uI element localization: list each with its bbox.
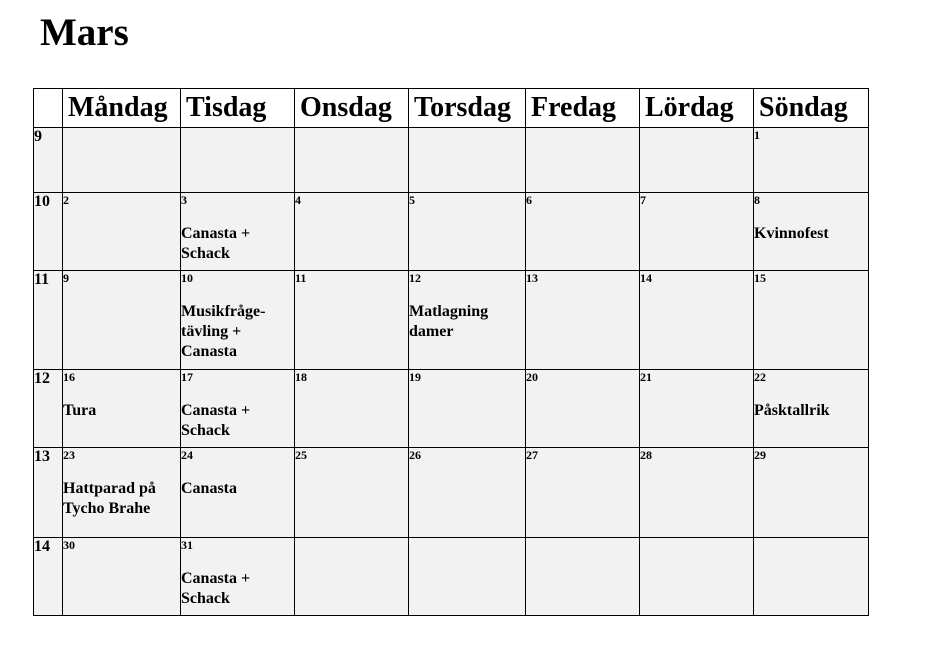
day-number: 27 xyxy=(526,448,538,462)
weekday-header: Tisdag xyxy=(181,89,295,128)
day-number: 25 xyxy=(295,448,307,462)
day-number: 24 xyxy=(181,448,193,462)
event-label: Canasta xyxy=(181,480,238,497)
day-cell xyxy=(640,193,754,271)
day-cell xyxy=(181,370,295,448)
day-cell xyxy=(63,128,181,193)
day-cell xyxy=(63,538,181,616)
week-number: 14 xyxy=(34,538,63,616)
event-label: Canasta + Schack xyxy=(181,402,251,439)
weekday-header: Måndag xyxy=(63,89,181,128)
day-cell xyxy=(640,448,754,538)
week-row xyxy=(34,128,869,193)
week-number: 12 xyxy=(34,370,63,448)
day-number: 21 xyxy=(640,370,652,384)
day-number: 4 xyxy=(295,193,301,207)
weekday-header: Torsdag xyxy=(409,89,526,128)
week-row xyxy=(34,448,869,538)
week-number: 11 xyxy=(34,271,63,370)
day-cell xyxy=(63,448,181,538)
weekday-header: Fredag xyxy=(526,89,640,128)
day-cell xyxy=(295,128,409,193)
day-number: 6 xyxy=(526,193,532,207)
day-cell xyxy=(295,370,409,448)
day-cell xyxy=(640,128,754,193)
day-cell xyxy=(754,271,869,370)
day-cell xyxy=(63,271,181,370)
day-number: 9 xyxy=(63,271,69,285)
weekday-header: Söndag xyxy=(754,89,869,128)
event-label: Canasta + Schack xyxy=(181,570,251,607)
day-number: 14 xyxy=(640,271,652,285)
day-cell xyxy=(640,370,754,448)
week-number: 9 xyxy=(34,128,63,193)
day-cell xyxy=(640,538,754,616)
page-title: Mars xyxy=(40,11,129,54)
day-cell xyxy=(409,128,526,193)
day-cell xyxy=(409,538,526,616)
day-number: 12 xyxy=(409,271,421,285)
weekday-header: Lördag xyxy=(640,89,754,128)
event-label: Påsktallrik xyxy=(754,402,830,419)
day-cell xyxy=(63,370,181,448)
day-cell xyxy=(526,448,640,538)
day-cell xyxy=(526,271,640,370)
day-cell xyxy=(754,370,869,448)
day-cell xyxy=(181,538,295,616)
day-cell xyxy=(526,128,640,193)
week-row xyxy=(34,193,869,271)
day-cell xyxy=(295,538,409,616)
day-number: 28 xyxy=(640,448,652,462)
header-row xyxy=(34,89,869,128)
event-label: Kvinnofest xyxy=(754,225,829,242)
day-number: 17 xyxy=(181,370,193,384)
day-cell xyxy=(409,271,526,370)
day-number: 2 xyxy=(63,193,69,207)
day-number: 22 xyxy=(754,370,766,384)
day-number: 1 xyxy=(754,128,760,142)
day-cell xyxy=(526,538,640,616)
day-cell xyxy=(754,193,869,271)
day-number: 19 xyxy=(409,370,421,384)
day-number: 18 xyxy=(295,370,307,384)
day-cell xyxy=(409,370,526,448)
event-label: Musikfråge-tävling + Canasta xyxy=(181,303,266,360)
day-cell xyxy=(526,370,640,448)
day-cell xyxy=(63,193,181,271)
day-number: 23 xyxy=(63,448,75,462)
day-cell xyxy=(181,193,295,271)
day-number: 8 xyxy=(754,193,760,207)
weekday-header: Onsdag xyxy=(295,89,409,128)
day-number: 5 xyxy=(409,193,415,207)
week-row xyxy=(34,538,869,616)
day-number: 29 xyxy=(754,448,766,462)
day-number: 30 xyxy=(63,538,75,552)
day-cell xyxy=(295,271,409,370)
day-number: 3 xyxy=(181,193,187,207)
day-cell xyxy=(754,128,869,193)
day-number: 10 xyxy=(181,271,193,285)
day-cell xyxy=(295,448,409,538)
event-label: Tura xyxy=(63,402,97,419)
day-cell xyxy=(754,538,869,616)
day-number: 7 xyxy=(640,193,646,207)
week-number: 10 xyxy=(34,193,63,271)
day-number: 20 xyxy=(526,370,538,384)
day-cell xyxy=(640,271,754,370)
day-number: 13 xyxy=(526,271,538,285)
day-cell xyxy=(181,271,295,370)
day-cell xyxy=(181,448,295,538)
day-cell xyxy=(409,193,526,271)
day-number: 11 xyxy=(295,271,307,285)
week-column-header xyxy=(34,89,63,128)
week-row xyxy=(34,370,869,448)
event-label: Matlagning damer xyxy=(409,303,489,340)
calendar-table xyxy=(33,88,869,616)
week-row xyxy=(34,271,869,370)
event-label: Hattparad på Tycho Brahe xyxy=(63,480,156,517)
day-number: 15 xyxy=(754,271,766,285)
day-cell xyxy=(409,448,526,538)
day-cell xyxy=(181,128,295,193)
day-cell xyxy=(526,193,640,271)
day-number: 31 xyxy=(181,538,193,552)
event-label: Canasta + Schack xyxy=(181,225,251,262)
day-cell xyxy=(295,193,409,271)
day-cell xyxy=(754,448,869,538)
week-number: 13 xyxy=(34,448,63,538)
day-number: 26 xyxy=(409,448,421,462)
day-number: 16 xyxy=(63,370,75,384)
